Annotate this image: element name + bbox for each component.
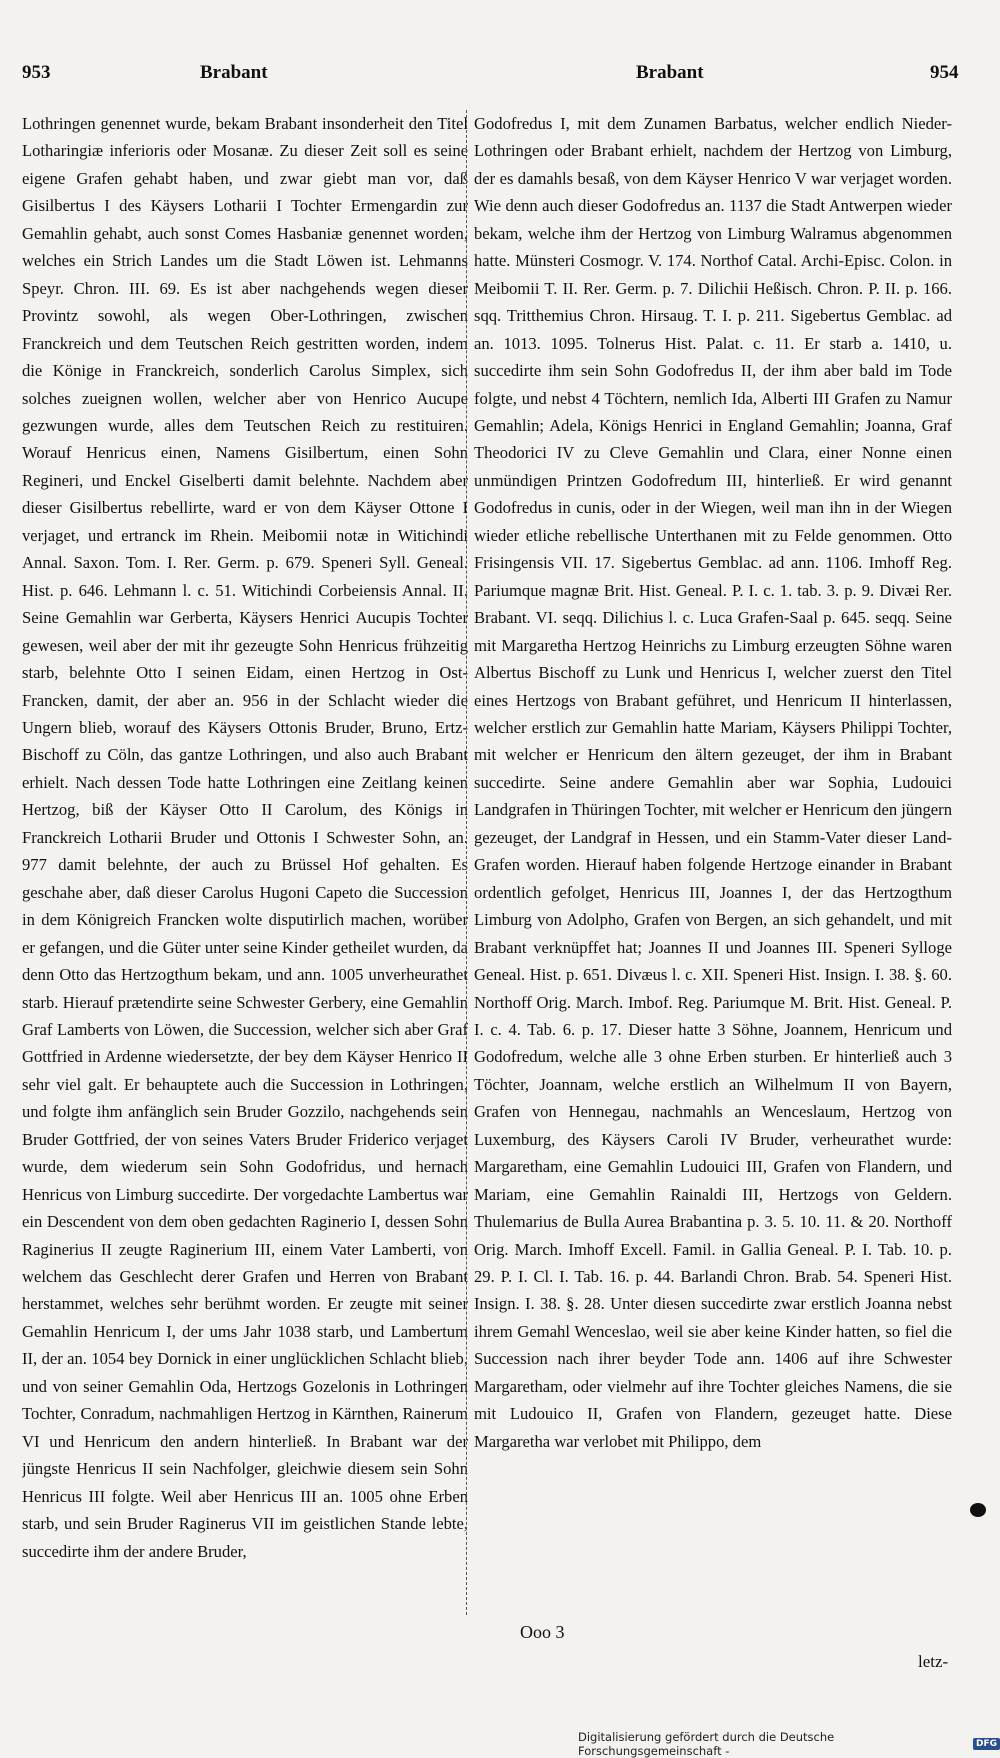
running-title-right: Brabant — [636, 62, 704, 83]
digitization-footer — [578, 1730, 1000, 1758]
page-number-right: 954 — [930, 62, 959, 83]
footer-text: Digitalisierung gefördert durch die Deutsche Forschungsgemeinschaft - — [578, 1730, 835, 1758]
column-text-right: Godofredus I, mit dem Zunamen Barbatus, welcher endlich Nieder-Lothringen oder Brabant erhielt, nachdem der Hertzog von Limburg, der es damahls besaß, von dem Käyser Henrico V war verjaget worden. Wie denn auch dieser Godofredus an. 1137 die Stadt Antwerpen wieder bekam, welche ihm der Hertzog von Limburg Walramus abgenommen hatte. Münsteri Cosmogr. V. 174. Northof Catal. Archi-Episc. Colon. in Meibomii T. II. Rer. Germ. p. 7. Dilichii Heßisch. Chron. P. II. p. 166. sqq. Tritthemius Chron. Hirsaug. T. I. p. 211. Sigebertus Gemblac. ad an. 1013. 1095. Tolnerus Hist. Palat. c. 11. Er starb a. 1410, u. succedirte ihm sein Sohn Godofredus II, der ihm aber bald im Tode folgte, und nebst 4 Töchtern, nemlich Ida, Alberti III Grafen zu Namur Gemahlin; Adela, Königs Henrici in England Gemahlin; Joanna, Graf Theodorici IV zu Cleve Gemahlin und Clara, einer Nonne einen unmündigen Printzen Godofredum III, hinterließ. Er wird genannt Godofredus in cunis, oder in der Wiegen, weil man ihn in der Wiegen wieder etliche rebellische Unterthanen mit zu Felde genommen. Otto Frisingensis VII. 17. Sigebertus Gemblac. ad ann. 1106. Imhoff Reg. Pariumque magnæ Brit. Hist. Geneal. P. I. c. 1. tab. 3. p. 9. Divæi Rer. Brabant. VI. seqq. Dilichius l. c. Luca Grafen-Saal p. 645. seqq. Seine mit Margaretha Hertzog Heinrichs zu Limburg erzeugten Söhne waren Albertus Bischoff zu Lunk und Henricus I, welcher zuerst den Titel eines Hertzogs von Brabant geführet, und Henricum II hinterlassen, welcher erstlich zur Gemahlin hatte Mariam, Käysers Philippi Tochter, mit welcher er Henricum den ältern gezeuget, der ihm in Brabant succedirte. Seine andere Gemahlin aber war Sophia, Ludouici Landgrafen in Thüringen Tochter, mit welcher er Henricum den jüngern gezeuget, der Landgraf in Hessen, und ein Stamm-Vater dieser Land-Grafen worden. Hierauf haben folgende Hertzoge einander in Brabant ordentlich gefolget, Henricus III, Joannes I, der das Hertzogthum Limburg von Adolpho, Grafen von Bergen, an sich gehandelt, und mit Brabant verknüpffet hat; Joannes II und Joannes III. Speneri Sylloge Geneal. Hist. p. 651. Divæus l. c. XII. Speneri Hist. Insign. I. 38. §. 60. Northoff Orig. March. Imbof. Reg. Pariumque M. Brit. Hist. Geneal. P. I. c. 4. Tab. 6. p. 17. Dieser hatte 3 Söhne, Joannem, Henricum und Godofredum, welche alle 3 ohne Erben sturben. Er hinterließ auch 3 Töchter, Joannam, welche erstlich an Wilhelmum II von Bayern, Grafen von Hennegau, nachmahls an Wenceslaum, Hertzog von Luxemburg, des Käysers Caroli IV Bruder, verheurathet wurde: Margaretham, eine Gemahlin Ludouici III, Grafen von Flandern, und Mariam, eine Gemahlin Rainaldi III, Hertzogs von Geldern. Thulemarius de Bulla Aurea Brabantina p. 3. 5. 10. 11. & 20. Northoff Orig. March. Imhoff Excell. Famil. in Gallia Geneal. P. I. Tab. 10. p. 29. P. I. Cl. I. Tab. 16. p. 44. Barlandi Chron. Brab. 54. Speneri Hist. Insign. I. 38. §. 28. Unter diesen succedirte zwar erstlich Joanna nebst ihrem Gemahl Wenceslao, weil sie aber keine Kinder hatten, so fiel die Succession nach ihrer beyder Tode ann. 1406 auf ihre Schwester Margaretham, oder vielmehr auf ihre Tochter gleiches Namens, die sie mit Ludouico II, Grafen von Flandern, gezeuget hatte. Diese Margaretha war verlobet mit Philippo, dem — [474, 114, 952, 1451]
signature-mark: Ooo 3 — [520, 1622, 565, 1642]
text-column-right — [474, 110, 952, 1620]
ink-blot — [970, 1503, 986, 1517]
running-title-left: Brabant — [200, 62, 268, 83]
text-column-left — [22, 110, 468, 1620]
page-number-left: 953 — [22, 62, 51, 83]
dfg-logo: DFG — [973, 1738, 1000, 1750]
column-divider — [466, 110, 467, 1615]
catchword: letz- — [918, 1652, 949, 1671]
column-text-left: Lothringen genennet wurde, bekam Brabant insonderheit den Titel Lotharingiæ inferioris oder Mosanæ. Zu dieser Zeit soll es seine eigene Grafen gehabt haben, und zwar giebt man vor, daß Gisilbertus I des Käysers Lotharii I Tochter Ermengardin zur Gemahlin gehabt, auch sonst Comes Hasbaniæ genennet worden, welches ein Strich Landes um die Stadt Löwen ist. Lehmanns Speyr. Chron. III. 69. Es ist aber nachgehends wegen dieser Provintz sowohl, als wegen Ober-Lothringen, zwischen Franckreich und dem Teutschen Reich gestritten worden, indem die Könige in Franckreich, sonderlich Carolus Simplex, sich solches zueignen wollen, welcher aber von Henrico Aucupe gezwungen wurde, alles dem Teutschen Reich zu restituiren. Worauf Henricus einen, Namens Gisilbertum, einen Sohn Regineri, und Enckel Giselberti damit belehnte. Nachdem aber dieser Gisilbertus rebellirte, ward er von dem Käyser Ottone I verjaget, und ertranck im Rhein. Meibomii notæ in Witichindi Annal. Saxon. Tom. I. Rer. Germ. p. 679. Speneri Syll. Geneal. Hist. p. 646. Lehmann l. c. 51. Witichindi Corbeiensis Annal. II. Seine Gemahlin war Gerberta, Käysers Henrici Aucupis Tochter gewesen, weil aber der mit ihr gezeugte Sohn Henricus frühzeitig starb, belehnte Otto I seinen Eidam, einen Hertzog in Ost-Francken, damit, der aber an. 956 in der Schlacht wieder die Ungern blieb, worauf des Käysers Ottonis Bruder, Bruno, Ertz-Bischoff zu Cöln, das gantze Lothringen, und also auch Brabant erhielt. Nach dessen Tode hatte Lothringen eine Zeitlang keinen Hertzog, biß der Käyser Otto II Carolum, des Königs in Franckreich Lotharii Bruder und Ottonis I Schwester Sohn, an. 977 damit belehnte, der auch zu Brüssel Hof gehalten. Es geschahe aber, daß dieser Carolus Hugoni Capeto die Succession in dem Königreich Francken wolte disputirlich machen, worüber er gefangen, und die Güter unter seine Kinder getheilet wurden, da denn Otto das Hertzogthum bekam, und ann. 1005 unverheurathet starb. Hierauf prætendirte seine Schwester Gerbery, eine Gemahlin Graf Lamberts von Löwen, die Succession, welcher sich aber Graf Gottfried in Ardenne wiedersetzte, der bey dem Käyser Henrico II sehr viel galt. Er behauptete auch die Succession in Lothringen, und folgte ihm anfänglich sein Bruder Gozzilo, nachgehends sein Bruder Gottfried, der von seines Vaters Bruder Friderico verjaget wurde, dem wiederum sein Sohn Godofridus, und hernach Henricus von Limburg succedirte. Der vorgedachte Lambertus war ein Descendent von dem oben gedachten Raginerio I, dessen Sohn Raginerius II zeugte Raginerium III, einem Vater Lamberti, von welchem das Geschlecht derer Grafen und Herren von Brabant herstammet, welches sehr berühmt worden. Er zeugte mit seiner Gemahlin Henricum I, der ums Jahr 1038 starb, und Lambertum II, der an. 1054 bey Dornick in einer unglücklichen Schlacht blieb, und von seiner Gemahlin Oda, Hertzogs Gozelonis in Lothringen Tochter, Conradum, nachmahligen Hertzog in Kärnthen, Rainerum VI und Henricum den andern hinterließ. In Brabant war der jüngste Henricus II sein Nachfolger, gleichwie diesem sein Sohn Henricus III folgte. Weil aber Henricus III an. 1005 ohne Erben starb, und sein Bruder Raginerus VII im geistlichen Stande lebte, succedirte ihm der andere Bruder, — [22, 114, 468, 1561]
